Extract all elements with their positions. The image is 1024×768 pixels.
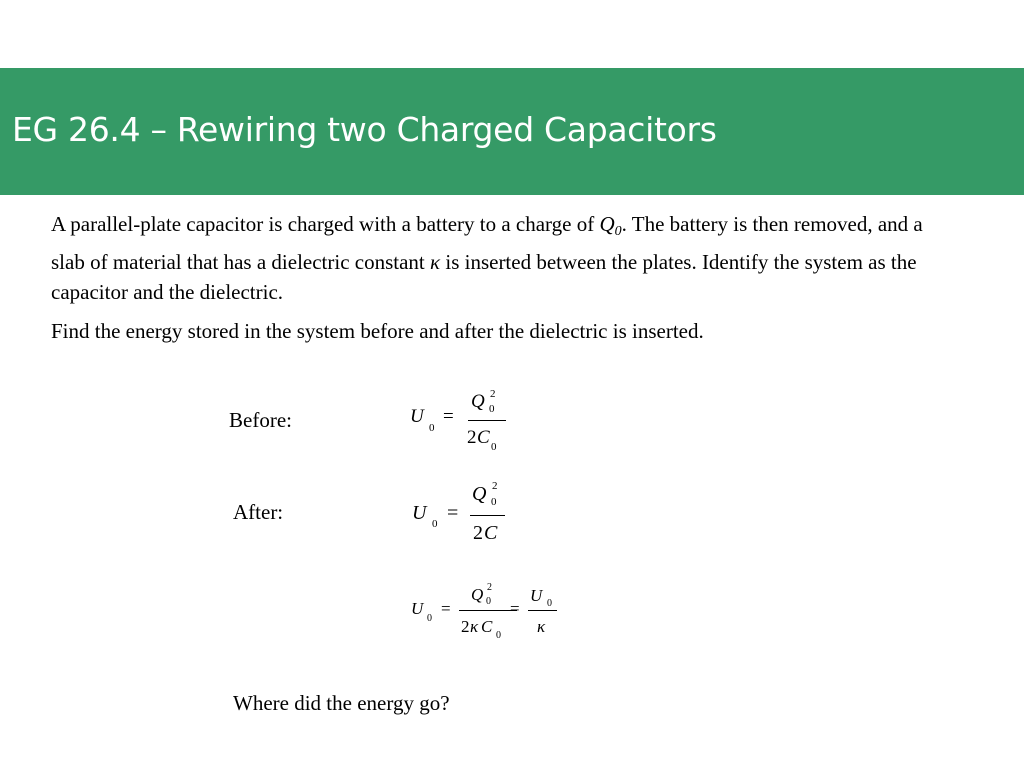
eq3-u-sub: 0 — [427, 613, 432, 624]
equation-after — [412, 478, 522, 550]
equation-with-dielectric — [411, 582, 571, 644]
eq1-den-sub: 0 — [491, 441, 497, 453]
eq3-num-q: Q — [471, 585, 484, 604]
problem-text-part2: . The battery is then removed, and a slab of material that has a dielectric constant — [51, 212, 923, 274]
eq2-u: U — [412, 502, 427, 524]
problem-text-part3: is inserted between the plates. Identify the system as the capacitor and the dielectric. — [51, 250, 917, 304]
problem-statement — [51, 209, 931, 307]
charge-subscript: 0 — [614, 224, 622, 239]
eq2-num-sup: 2 — [492, 480, 498, 492]
eq3-fraction-bar-1 — [459, 610, 517, 611]
eq1-u: U — [410, 406, 424, 427]
eq2-u-sub: 0 — [432, 518, 438, 530]
eq3-den-c: C — [481, 617, 493, 636]
eq3-rhs-u: U — [530, 586, 543, 605]
eq3-den-2: 2 — [461, 617, 470, 636]
eq3-rhs-kappa: κ — [537, 617, 546, 636]
eq1-u-sub: 0 — [429, 422, 435, 434]
eq3-rhs-u-sub: 0 — [547, 598, 552, 609]
charge-symbol: Q — [599, 212, 615, 236]
eq1-den-c: C — [477, 427, 490, 448]
eq3-equals-1: = — [441, 599, 451, 618]
eq3-fraction-bar-2 — [528, 610, 557, 611]
slide-title: EG 26.4 – Rewiring two Charged Capacitors — [12, 110, 717, 149]
eq3-den-sub: 0 — [496, 630, 501, 641]
eq1-num-q: Q — [471, 391, 485, 412]
task-statement: Find the energy stored in the system before and after the dielectric is inserted. — [51, 319, 704, 343]
eq1-fraction-bar — [468, 420, 506, 421]
problem-text-part1: A parallel-plate capacitor is charged with a battery to a charge of — [51, 212, 600, 236]
eq3-equals-2: = — [510, 599, 520, 618]
eq2-equals: = — [447, 502, 459, 524]
eq2-num-q: Q — [472, 483, 487, 505]
eq3-u: U — [411, 599, 424, 618]
eq3-num-sup: 2 — [487, 582, 492, 593]
eq3-den-kappa: κ — [470, 617, 479, 636]
eq1-den-2: 2 — [467, 427, 477, 448]
eq2-fraction-bar — [470, 515, 505, 516]
after-label: After: — [233, 500, 284, 524]
eq2-num-sub: 0 — [491, 496, 497, 508]
eq2-den-c: C — [484, 522, 498, 544]
eq3-num-sub: 0 — [486, 596, 491, 607]
eq2-den-2: 2 — [473, 522, 483, 544]
equation-before — [410, 388, 520, 458]
eq1-num-sup: 2 — [490, 388, 496, 400]
energy-question: Where did the energy go? — [233, 691, 450, 715]
eq1-num-sub: 0 — [489, 403, 495, 415]
kappa-symbol: κ — [430, 250, 441, 274]
eq1-equals: = — [443, 406, 454, 427]
before-label: Before: — [229, 408, 292, 432]
